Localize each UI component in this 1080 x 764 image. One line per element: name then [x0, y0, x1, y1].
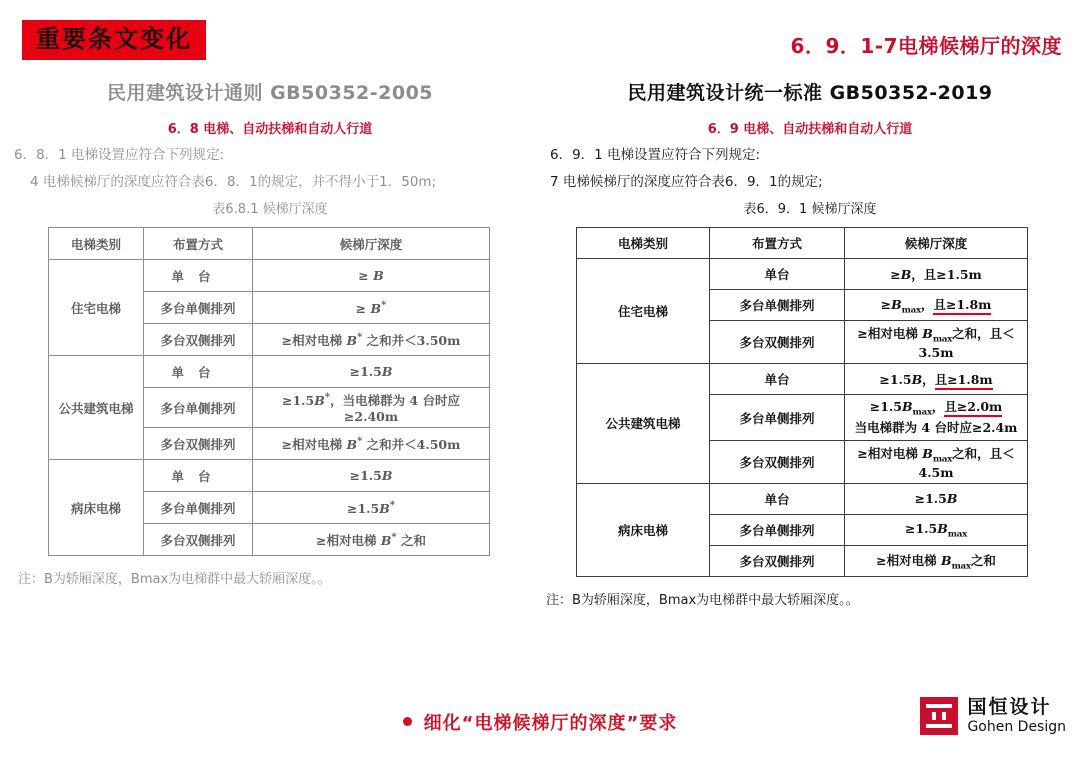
cell-depth-requirement: ≥相对电梯 B* 之和 [253, 524, 490, 556]
cell-arrangement: 单台 [144, 460, 253, 492]
old-section-title: 6．8 电梯、自动扶梯和自动人行道 [167, 122, 373, 137]
table-row [49, 260, 490, 292]
old-clause-item: 4 电梯候梯厅的深度应符合表6．8．1的规定，并不得小于1．50m; [30, 174, 437, 191]
panel-new-standard [540, 78, 1080, 608]
cell-depth-requirement: $\ge 1.5B_{max}$ [845, 514, 1028, 545]
old-table-caption: 表6.8.1 候梯厅深度 [212, 202, 328, 218]
new-table-note: 注：B为轿厢深度，Bmax为电梯群中最大轿厢深度。。 [546, 592, 859, 608]
cell-depth-requirement: ≥1.5B，且≥1.8m [845, 363, 1028, 394]
cell-depth-requirement: ≥B，且≥1.5m [845, 259, 1028, 290]
panel-old-standard [0, 78, 540, 587]
cell-arrangement: 多台双侧排列 [710, 321, 845, 364]
cell-depth-requirement: ≥1.5B*，当电梯群为 4 台时应≥2.40m [253, 388, 490, 428]
old-clause-intro: 6．8．1 电梯设置应符合下列规定: [14, 147, 225, 163]
new-clause-intro: 6．9．1 电梯设置应符合下列规定: [550, 147, 761, 163]
cell-depth-requirement: ≥1.5B [845, 483, 1028, 514]
col-header-depth: 候梯厅深度 [845, 228, 1028, 259]
cell-depth-requirement: ≥ B* [253, 292, 490, 324]
col-header-arrangement: 布置方式 [710, 228, 845, 259]
new-clause-item: 7 电梯候梯厅的深度应符合表6．9．1的规定; [550, 174, 823, 191]
cell-elevator-category: 住宅电梯 [577, 259, 710, 364]
col-header-category: 电梯类别 [577, 228, 710, 259]
logo-name-en: Gohen Design [967, 718, 1066, 735]
cell-arrangement: 多台单侧排列 [710, 514, 845, 545]
cell-depth-requirement: ≥相对电梯 $B_{max}$之和，且＜4.5m [845, 441, 1028, 484]
cell-arrangement: 多台双侧排列 [710, 441, 845, 484]
cell-elevator-category: 住宅电梯 [49, 260, 144, 356]
table-header-row [577, 228, 1028, 259]
cell-elevator-category: 公共建筑电梯 [49, 356, 144, 460]
col-header-category: 电梯类别 [49, 228, 144, 260]
old-table-body [49, 260, 490, 556]
table-row [577, 483, 1028, 514]
cell-arrangement: 多台双侧排列 [710, 545, 845, 576]
cell-arrangement: 单台 [710, 483, 845, 514]
cell-arrangement: 单台 [710, 363, 845, 394]
cell-arrangement: 单台 [710, 259, 845, 290]
footer-summary-text: 细化“电梯候梯厅的深度”要求 [423, 713, 678, 734]
col-header-depth: 候梯厅深度 [253, 228, 490, 260]
cell-arrangement: 多台单侧排列 [144, 388, 253, 428]
new-section-title: 6．9 电梯、自动扶梯和自动人行道 [707, 122, 913, 137]
new-table-caption: 表6．9．1 候梯厅深度 [743, 202, 877, 218]
cell-depth-requirement: ≥相对电梯 B* 之和并＜4.50m [253, 428, 490, 460]
table-row [49, 356, 490, 388]
logo-mark-inner [932, 712, 946, 720]
new-spec-table [576, 227, 1028, 576]
cell-depth-requirement: ≥1.5B [253, 460, 490, 492]
cell-depth-requirement: ≥相对电梯 $B_{max}$之和 [845, 545, 1028, 576]
new-table-head [577, 228, 1028, 259]
cell-arrangement: 单台 [144, 356, 253, 388]
cell-arrangement: 多台单侧排列 [144, 492, 253, 524]
table-row [577, 259, 1028, 290]
cell-depth-requirement: $\ge 1.5B_{max}$，且≥2.0m 当电梯群为 4 台时应≥2.4m [845, 394, 1028, 440]
cell-arrangement: 多台单侧排列 [144, 292, 253, 324]
cell-elevator-category: 病床电梯 [49, 460, 144, 556]
logo-name-cn: 国恒设计 [967, 695, 1052, 718]
old-table-note: 注：B为轿厢深度，Bmax为电梯群中最大轿厢深度。。 [18, 572, 331, 588]
bullet-dot-icon [403, 717, 412, 726]
old-spec-table [48, 227, 490, 556]
cell-depth-requirement: ≥1.5B* [253, 492, 490, 524]
cell-depth-requirement: ≥ B [253, 260, 490, 292]
table-header-row [49, 228, 490, 260]
cell-depth-requirement: ≥相对电梯 $B_{max}$之和，且＜3.5m [845, 321, 1028, 364]
cell-arrangement: 单台 [144, 260, 253, 292]
cell-elevator-category: 病床电梯 [577, 483, 710, 576]
old-standard-title: 民用建筑设计通则 GB50352-2005 [106, 82, 434, 104]
new-table-body [577, 259, 1028, 576]
table-row [577, 363, 1028, 394]
logo-text-block [967, 695, 1066, 735]
cell-elevator-category: 公共建筑电梯 [577, 363, 710, 483]
old-table-head [49, 228, 490, 260]
gohen-logo-icon [920, 697, 958, 735]
col-header-arrangement: 布置方式 [144, 228, 253, 260]
cell-depth-requirement: $\ge B_{max}$，且≥1.8m [845, 290, 1028, 321]
cell-arrangement: 多台单侧排列 [710, 290, 845, 321]
cell-arrangement: 多台单侧排列 [710, 394, 845, 440]
cell-depth-requirement: ≥相对电梯 B* 之和并＜3.50m [253, 324, 490, 356]
page-title: 6．9．1-7电梯候梯厅的深度 [790, 34, 1062, 58]
footer-summary [0, 709, 1080, 735]
table-row [49, 460, 490, 492]
new-standard-title: 民用建筑设计统一标准 GB50352-2019 [627, 82, 993, 104]
company-logo [920, 697, 1066, 735]
header-badge: 重要条文变化 [22, 20, 206, 60]
cell-arrangement: 多台双侧排列 [144, 524, 253, 556]
cell-arrangement: 多台双侧排列 [144, 324, 253, 356]
cell-arrangement: 多台双侧排列 [144, 428, 253, 460]
cell-depth-requirement: ≥1.5B [253, 356, 490, 388]
